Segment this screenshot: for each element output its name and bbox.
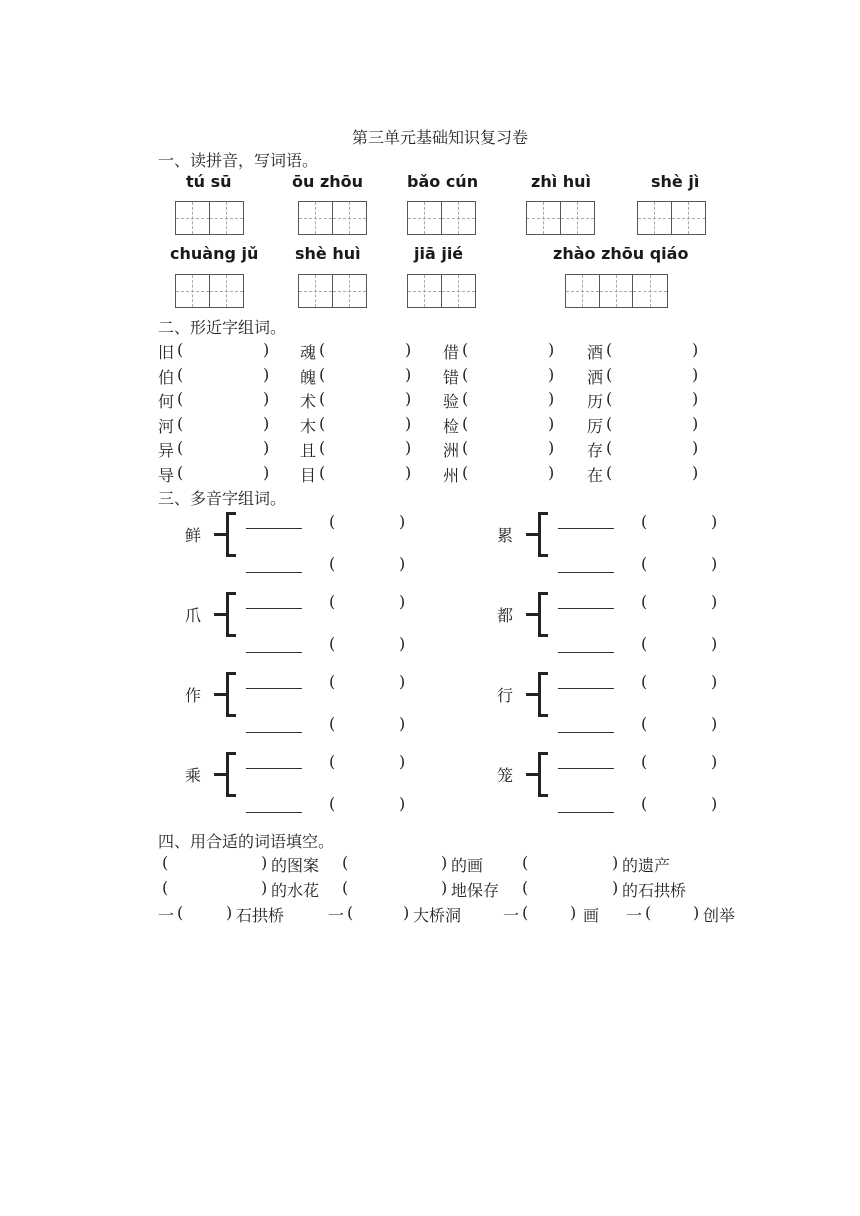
answer-paren-close[interactable]: ): [263, 389, 270, 408]
similar-char: 目: [300, 466, 317, 485]
answer-paren-open[interactable]: (: [177, 389, 184, 408]
brace-stem: [214, 693, 226, 696]
similar-char: 存: [587, 441, 604, 460]
similar-char: 魄: [300, 368, 317, 387]
fill-text: 石拱桥: [236, 906, 285, 925]
brace-stem: [214, 533, 226, 536]
fill-text: 一: [503, 906, 520, 925]
answer-paren-close[interactable]: ): [263, 340, 270, 359]
pinyin-paren-close[interactable]: ): [399, 672, 406, 691]
pinyin-paren-close[interactable]: ): [399, 554, 406, 573]
pinyin-paren-close[interactable]: ): [399, 794, 406, 813]
answer-paren-open[interactable]: (: [462, 365, 469, 384]
fill-paren-close[interactable]: ): [693, 903, 700, 922]
answer-paren-open[interactable]: (: [606, 340, 613, 359]
answer-paren-close[interactable]: ): [692, 463, 699, 482]
pinyin-4: zhì huì: [531, 172, 592, 191]
pinyin-3: bǎo cún: [407, 172, 479, 191]
similar-char: 洒: [587, 368, 604, 387]
similar-char: 州: [443, 466, 460, 485]
answer-paren-close[interactable]: ): [692, 389, 699, 408]
answer-blank[interactable]: [558, 768, 614, 769]
similar-char: 酒: [587, 343, 604, 362]
pinyin-8: jiā jié: [414, 244, 464, 263]
similar-char: 厉: [587, 417, 604, 436]
brace-bottom-arm: [538, 794, 548, 797]
answer-paren-close[interactable]: ): [263, 438, 270, 457]
answer-blank[interactable]: [558, 732, 614, 733]
brace-bottom-arm: [538, 714, 548, 717]
answer-paren-close[interactable]: ): [405, 389, 412, 408]
answer-paren-open[interactable]: (: [319, 438, 326, 457]
pinyin-paren-open[interactable]: (: [329, 592, 336, 611]
answer-paren-open[interactable]: (: [462, 414, 469, 433]
polyphone-char: 作: [185, 686, 202, 705]
answer-paren-open[interactable]: (: [319, 365, 326, 384]
polyphone-char: 都: [497, 606, 514, 625]
pinyin-paren-open[interactable]: (: [641, 672, 648, 691]
answer-paren-open[interactable]: (: [319, 389, 326, 408]
answer-paren-open[interactable]: (: [319, 463, 326, 482]
writing-grid-8[interactable]: [407, 274, 476, 308]
brace-stem: [214, 613, 226, 616]
brace-line: [538, 512, 541, 556]
answer-paren-close[interactable]: ): [405, 414, 412, 433]
answer-blank[interactable]: [246, 688, 302, 689]
pinyin-paren-open[interactable]: (: [641, 634, 648, 653]
brace-line: [538, 672, 541, 716]
fill-paren-close[interactable]: ): [261, 878, 268, 897]
brace-line: [538, 752, 541, 796]
similar-char: 历: [587, 392, 604, 411]
section-3-heading: 三、多音字组词。: [158, 489, 287, 508]
fill-text: 创举: [703, 906, 736, 925]
pinyin-5: shè jì: [651, 172, 700, 191]
fill-paren-close[interactable]: ): [403, 903, 410, 922]
fill-text: 的图案: [271, 856, 320, 875]
similar-char: 魂: [300, 343, 317, 362]
section-4-heading: 四、用合适的词语填空。: [158, 832, 335, 851]
pinyin-paren-close[interactable]: ): [711, 554, 718, 573]
pinyin-9: zhào zhōu qiáo: [553, 244, 689, 263]
polyphone-char: 乘: [185, 766, 202, 785]
pinyin-paren-close[interactable]: ): [711, 672, 718, 691]
brace-top-arm: [226, 512, 236, 515]
writing-grid-4[interactable]: [526, 201, 595, 235]
writing-grid-5[interactable]: [637, 201, 706, 235]
answer-paren-open[interactable]: (: [606, 414, 613, 433]
answer-paren-open[interactable]: (: [319, 414, 326, 433]
answer-paren-close[interactable]: ): [548, 389, 555, 408]
fill-paren-close[interactable]: ): [441, 878, 448, 897]
brace-top-arm: [226, 672, 236, 675]
brace-bottom-arm: [538, 554, 548, 557]
similar-char: 洲: [443, 441, 460, 460]
pinyin-paren-close[interactable]: ): [399, 634, 406, 653]
similar-char: 借: [443, 343, 460, 362]
answer-blank[interactable]: [558, 812, 614, 813]
fill-text: 一: [328, 906, 345, 925]
writing-grid-6[interactable]: [175, 274, 244, 308]
answer-paren-open[interactable]: (: [606, 365, 613, 384]
pinyin-7: shè huì: [295, 244, 361, 263]
brace-stem: [526, 613, 538, 616]
answer-paren-open[interactable]: (: [606, 438, 613, 457]
brace-top-arm: [226, 752, 236, 755]
writing-grid-2[interactable]: [298, 201, 367, 235]
brace-stem: [214, 773, 226, 776]
fill-paren-open[interactable]: (: [347, 903, 354, 922]
pinyin-paren-open[interactable]: (: [329, 714, 336, 733]
pinyin-paren-open[interactable]: (: [641, 794, 648, 813]
answer-paren-open[interactable]: (: [606, 389, 613, 408]
answer-paren-close[interactable]: ): [405, 463, 412, 482]
pinyin-paren-close[interactable]: ): [711, 592, 718, 611]
pinyin-paren-close[interactable]: ): [399, 752, 406, 771]
fill-text: 的画: [451, 856, 484, 875]
polyphone-char: 行: [497, 686, 514, 705]
answer-paren-close[interactable]: ): [405, 340, 412, 359]
fill-text: 地保存: [451, 881, 500, 900]
writing-grid-3[interactable]: [407, 201, 476, 235]
pinyin-paren-open[interactable]: (: [329, 794, 336, 813]
brace-line: [538, 592, 541, 636]
answer-paren-open[interactable]: (: [177, 438, 184, 457]
fill-paren-close[interactable]: ): [441, 853, 448, 872]
answer-paren-close[interactable]: ): [405, 438, 412, 457]
answer-paren-close[interactable]: ): [263, 463, 270, 482]
pinyin-paren-open[interactable]: (: [329, 752, 336, 771]
pinyin-paren-open[interactable]: (: [641, 592, 648, 611]
answer-blank[interactable]: [246, 652, 302, 653]
answer-paren-open[interactable]: (: [177, 414, 184, 433]
similar-char: 导: [158, 466, 175, 485]
similar-char: 在: [587, 466, 604, 485]
answer-paren-open[interactable]: (: [462, 463, 469, 482]
fill-paren-open[interactable]: (: [342, 853, 349, 872]
polyphone-char: 鲜: [185, 526, 202, 545]
answer-paren-close[interactable]: ): [263, 414, 270, 433]
brace-line: [226, 752, 229, 796]
answer-paren-open[interactable]: (: [606, 463, 613, 482]
pinyin-6: chuàng jǔ: [170, 244, 259, 263]
brace-top-arm: [226, 592, 236, 595]
answer-blank[interactable]: [246, 572, 302, 573]
pinyin-paren-open[interactable]: (: [641, 554, 648, 573]
writing-grid-9[interactable]: [565, 274, 668, 308]
pinyin-paren-open[interactable]: (: [641, 512, 648, 531]
similar-char: 何: [158, 392, 175, 411]
pinyin-paren-open[interactable]: (: [329, 634, 336, 653]
pinyin-paren-close[interactable]: ): [711, 794, 718, 813]
answer-paren-close[interactable]: ): [692, 414, 699, 433]
brace-top-arm: [538, 752, 548, 755]
brace-line: [226, 512, 229, 556]
pinyin-paren-close[interactable]: ): [711, 714, 718, 733]
answer-paren-close[interactable]: ): [692, 365, 699, 384]
pinyin-1: tú sū: [186, 172, 232, 191]
similar-char: 且: [300, 441, 317, 460]
pinyin-paren-open[interactable]: (: [329, 512, 336, 531]
pinyin-paren-close[interactable]: ): [711, 634, 718, 653]
similar-char: 验: [443, 392, 460, 411]
fill-text: 一: [626, 906, 643, 925]
similar-char: 木: [300, 417, 317, 436]
fill-paren-open[interactable]: (: [162, 853, 169, 872]
brace-bottom-arm: [226, 554, 236, 557]
section-2-heading: 二、形近字组词。: [158, 318, 287, 337]
answer-blank[interactable]: [246, 732, 302, 733]
answer-paren-open[interactable]: (: [462, 389, 469, 408]
fill-paren-close[interactable]: ): [261, 853, 268, 872]
answer-paren-close[interactable]: ): [548, 414, 555, 433]
brace-stem: [526, 693, 538, 696]
brace-stem: [526, 533, 538, 536]
answer-blank[interactable]: [246, 528, 302, 529]
answer-paren-open[interactable]: (: [462, 438, 469, 457]
answer-blank[interactable]: [558, 652, 614, 653]
answer-paren-close[interactable]: ): [548, 463, 555, 482]
fill-paren-close[interactable]: ): [570, 903, 577, 922]
pinyin-paren-close[interactable]: ): [399, 592, 406, 611]
page-title: 第三单元基础知识复习卷: [352, 128, 529, 147]
fill-paren-open[interactable]: (: [645, 903, 652, 922]
answer-blank[interactable]: [558, 688, 614, 689]
pinyin-paren-close[interactable]: ): [399, 512, 406, 531]
polyphone-char: 累: [497, 526, 514, 545]
pinyin-paren-open[interactable]: (: [641, 714, 648, 733]
fill-paren-open[interactable]: (: [342, 878, 349, 897]
similar-char: 术: [300, 392, 317, 411]
polyphone-char: 笼: [497, 766, 514, 785]
answer-blank[interactable]: [246, 768, 302, 769]
answer-paren-open[interactable]: (: [177, 340, 184, 359]
brace-top-arm: [538, 592, 548, 595]
similar-char: 伯: [158, 368, 175, 387]
answer-blank[interactable]: [246, 608, 302, 609]
answer-paren-close[interactable]: ): [405, 365, 412, 384]
brace-bottom-arm: [226, 634, 236, 637]
answer-blank[interactable]: [558, 572, 614, 573]
brace-top-arm: [538, 512, 548, 515]
fill-paren-close[interactable]: ): [612, 878, 619, 897]
fill-paren-open[interactable]: (: [522, 903, 529, 922]
similar-char: 错: [443, 368, 460, 387]
fill-paren-open[interactable]: (: [177, 903, 184, 922]
writing-grid-7[interactable]: [298, 274, 367, 308]
fill-paren-open[interactable]: (: [522, 853, 529, 872]
answer-paren-close[interactable]: ): [548, 438, 555, 457]
pinyin-paren-close[interactable]: ): [711, 752, 718, 771]
answer-paren-open[interactable]: (: [177, 365, 184, 384]
pinyin-paren-open[interactable]: (: [641, 752, 648, 771]
answer-paren-close[interactable]: ): [548, 340, 555, 359]
answer-paren-close[interactable]: ): [263, 365, 270, 384]
brace-bottom-arm: [538, 634, 548, 637]
brace-bottom-arm: [226, 794, 236, 797]
pinyin-paren-open[interactable]: (: [329, 554, 336, 573]
fill-text: 的水花: [271, 881, 320, 900]
answer-paren-open[interactable]: (: [319, 340, 326, 359]
fill-paren-open[interactable]: (: [522, 878, 529, 897]
answer-paren-close[interactable]: ): [548, 365, 555, 384]
fill-text: 的石拱桥: [622, 881, 687, 900]
fill-text: 大桥洞: [413, 906, 462, 925]
pinyin-2: ōu zhōu: [292, 172, 364, 191]
fill-text: 的遗产: [622, 856, 671, 875]
fill-paren-open[interactable]: (: [162, 878, 169, 897]
section-1-heading: 一、读拼音，写词语。: [158, 151, 319, 170]
pinyin-paren-close[interactable]: ): [399, 714, 406, 733]
fill-paren-close[interactable]: ): [226, 903, 233, 922]
answer-paren-open[interactable]: (: [462, 340, 469, 359]
brace-stem: [526, 773, 538, 776]
answer-blank[interactable]: [246, 812, 302, 813]
answer-paren-close[interactable]: ): [692, 438, 699, 457]
brace-bottom-arm: [226, 714, 236, 717]
similar-char: 异: [158, 441, 175, 460]
answer-blank[interactable]: [558, 528, 614, 529]
answer-paren-close[interactable]: ): [692, 340, 699, 359]
writing-grid-1[interactable]: [175, 201, 244, 235]
answer-blank[interactable]: [558, 608, 614, 609]
similar-char: 检: [443, 417, 460, 436]
brace-line: [226, 672, 229, 716]
answer-paren-open[interactable]: (: [177, 463, 184, 482]
brace-top-arm: [538, 672, 548, 675]
fill-paren-close[interactable]: ): [612, 853, 619, 872]
polyphone-char: 爪: [185, 606, 202, 625]
brace-line: [226, 592, 229, 636]
fill-text: 一: [158, 906, 175, 925]
similar-char: 旧: [158, 343, 175, 362]
similar-char: 河: [158, 417, 175, 436]
fill-text: 画: [583, 906, 600, 925]
pinyin-paren-open[interactable]: (: [329, 672, 336, 691]
pinyin-paren-close[interactable]: ): [711, 512, 718, 531]
